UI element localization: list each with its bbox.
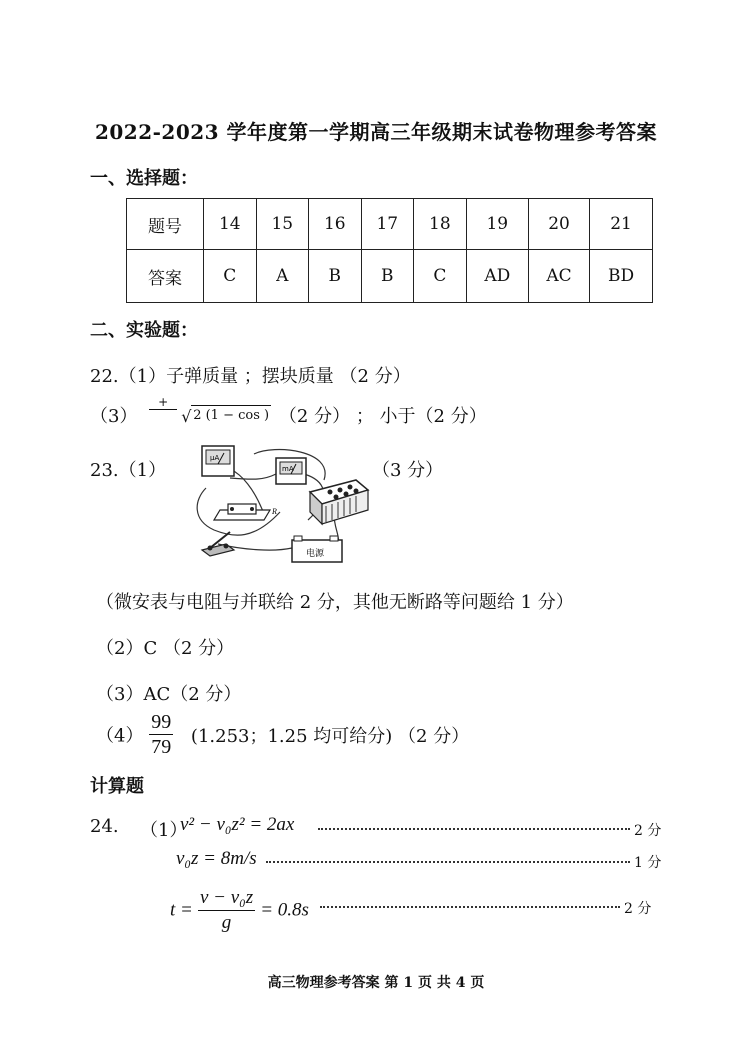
sqrt-icon: √ xyxy=(181,407,192,426)
circuit-diagram xyxy=(184,440,374,566)
q23-part2: （2）C （2 分） xyxy=(96,638,235,659)
table-cell: BD xyxy=(590,250,653,303)
section-multiple-choice: 一、选择题： xyxy=(90,168,198,189)
q23-grading-note: （微安表与电阻与并联给 2 分，其他无断路等问题给 1 分） xyxy=(96,592,574,613)
table-cell: C xyxy=(414,250,467,303)
q22-part3-answer: （2 分） ； 小于（2 分） xyxy=(278,406,487,427)
table-cell: B xyxy=(309,250,362,303)
q24-eq3-lhs: t = xyxy=(170,899,193,921)
fraction-numerator: v − v₀z xyxy=(198,886,255,911)
q22-formula xyxy=(143,395,273,429)
table-header-cell: 15 xyxy=(256,199,309,250)
power-supply-label: 电源 xyxy=(306,549,325,559)
resistance-box-icon xyxy=(310,480,368,524)
dotted-leader xyxy=(318,828,630,830)
q24-eq1: v² − v₀z² = 2ax xyxy=(180,814,295,835)
q24-eq1-points: 2 分 xyxy=(634,823,662,839)
dotted-leader xyxy=(320,906,620,908)
table-header-cell: 16 xyxy=(309,199,362,250)
q23-score: （3 分） xyxy=(372,460,444,481)
q24-eq3 xyxy=(170,886,309,935)
wire xyxy=(230,474,276,479)
table-header-cell: 17 xyxy=(361,199,414,250)
dotted-leader xyxy=(266,861,630,863)
table-header-cell: 题号 xyxy=(127,199,204,250)
fraction-denominator: g xyxy=(221,912,232,933)
q24-eq3-rhs: = 0.8s xyxy=(260,899,309,921)
q24-eq2: v₀z = 8m/s xyxy=(176,848,257,869)
q23-label: 23.（1） xyxy=(90,460,167,481)
q22-formula-radicand: 2 (1 − cos ) xyxy=(191,405,271,426)
q22-part3-label: （3） xyxy=(90,406,138,427)
answer-table xyxy=(126,198,653,303)
page-footer: 高三物理参考答案 第 1 页 共 4 页 xyxy=(267,975,485,991)
q22-line1: 22.（1）子弹质量 ；摆块质量 （2 分） xyxy=(90,366,411,387)
table-cell: 答案 xyxy=(127,250,204,303)
table-cell: B xyxy=(361,250,414,303)
page-title: 2022-2023 学年度第一学期高三年级期末试卷物理参考答案 xyxy=(94,120,658,144)
q24-eq3-points: 2 分 xyxy=(624,901,652,917)
table-cell: AD xyxy=(466,250,528,303)
q22-formula-numerator: + xyxy=(149,395,177,410)
table-header-cell: 20 xyxy=(529,199,590,250)
q23-part4-fraction xyxy=(149,710,173,759)
fraction-denominator: 79 xyxy=(151,736,172,758)
q23-part3: （3）AC（2 分） xyxy=(96,684,242,705)
q24-eq3-fraction xyxy=(198,886,255,935)
table-row xyxy=(127,199,653,250)
table-header-cell: 21 xyxy=(590,199,653,250)
table-header-cell: 18 xyxy=(414,199,467,250)
table-cell: A xyxy=(256,250,309,303)
table-cell: AC xyxy=(529,250,590,303)
q24-label: 24. xyxy=(90,816,119,837)
milliammeter-label: mA xyxy=(282,465,294,473)
table-header-cell: 14 xyxy=(204,199,257,250)
table-row xyxy=(127,250,653,303)
microammeter-label: μA xyxy=(210,454,220,462)
q23-part4-label: （4） xyxy=(96,725,144,747)
q23-part4 xyxy=(96,710,469,759)
q23-part4-note: (1.253；1.25 均可给分) （2 分） xyxy=(190,725,470,747)
table-cell: C xyxy=(204,250,257,303)
q22-line3 xyxy=(90,395,487,429)
fraction-numerator: 99 xyxy=(151,711,172,733)
q24-eq2-points: 1 分 xyxy=(634,855,662,871)
table-header-cell: 19 xyxy=(466,199,528,250)
q24-part1-label: （1） xyxy=(140,820,188,841)
resistor-icon xyxy=(214,504,270,520)
section-experiment: 二、实验题： xyxy=(90,320,198,341)
section-calculation: 计算题 xyxy=(90,776,144,797)
resistor-label: R xyxy=(272,507,277,516)
